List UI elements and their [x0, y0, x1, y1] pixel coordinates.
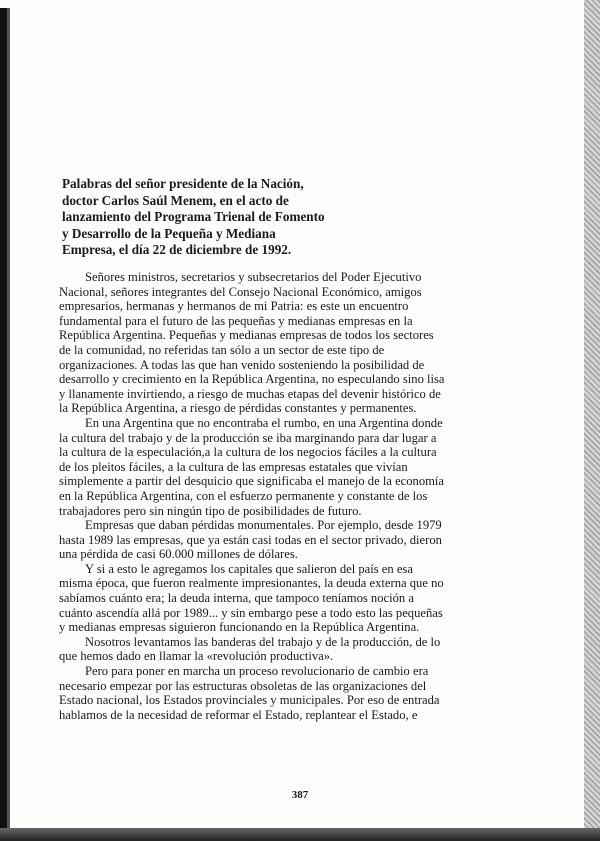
body-line: y llanamente invirtiendo, a riesgo de muchas etapas del devenir histórico de [59, 386, 441, 401]
binding-shadow-inner [7, 8, 10, 833]
heading-line: Palabras del señor presidente de la Nación, [62, 176, 304, 191]
body-line: de los pleitos fáciles, a la cultura de las empresas estatales que vivían [59, 459, 408, 474]
body-line: Señores ministros, secretarios y subsecretarios del Poder Ejecutivo [85, 270, 422, 284]
body-line: la cultura de la especulación,a la cultura de los negocios fáciles a la cultura [59, 445, 437, 460]
speech-body [59, 270, 544, 722]
body-line: empresarios, hermanas y hermanos de mi Patria: es este un encuentro [59, 299, 409, 314]
body-line: necesario empezar por las estructuras obsoletas de las organizaciones del [59, 678, 427, 693]
body-line: Empresas que daban pérdidas monumentales. Por ejemplo, desde 1979 [85, 518, 442, 533]
body-line: hasta 1989 las empresas, que ya están casi todas en el sector privado, dieron [59, 532, 442, 547]
body-line: sabíamos cuánto era; la deuda interna, que tampoco teníamos noción a [59, 591, 414, 606]
body-line: la cultura del trabajo y de la producción se iba marginando para dar lugar a [59, 430, 437, 445]
body-line: simplemente a partir del desquicio que significaba el manejo de la economía [59, 474, 445, 489]
heading-line: doctor Carlos Saúl Menem, en el acto de [62, 192, 289, 208]
heading-line: Empresa, el día 22 de diciembre de 1992. [62, 242, 292, 258]
body-line: y medianas empresas siguieron funcionando en la República Argentina. [59, 620, 420, 635]
body-line: fundamental para el futuro de las pequeñas y medianas empresas en la [59, 313, 413, 328]
page-top-margin [0, 0, 600, 8]
heading-line: lanzamiento del Programa Trienal de Fomento [62, 209, 325, 225]
speech-heading [62, 176, 362, 259]
body-line: En una Argentina que no encontraba el rumbo, en una Argentina donde [85, 415, 443, 430]
body-line: Nacional, señores integrantes del Consejo Nacional Económico, amigos [59, 284, 422, 299]
page-number: 387 [291, 789, 309, 801]
body-line: Nosotros levantamos las banderas del trabajo y de la producción, de lo [85, 634, 441, 649]
body-line: en la República Argentina, con el esfuerzo permanente y constante de los [59, 488, 428, 503]
scan-shadow-bottom [0, 828, 600, 841]
body-line: que hemos dado en llamar la «revolución productiva». [59, 649, 334, 664]
body-line: de la comunidad, no referidas tan sólo a un sector de este tipo de [59, 342, 385, 357]
binding-shadow-left [0, 8, 7, 833]
body-line: la República Argentina, a riesgo de pérdidas constantes y permanentes. [59, 401, 417, 416]
body-line: Estado nacional, los Estados provinciales y municipales. Por eso de entrada [59, 693, 440, 708]
body-line: desarrollo y crecimiento en la República Argentina, no especulando sino lisa [59, 372, 445, 387]
body-line: Pero para poner en marcha un proceso revolucionario de cambio era [85, 664, 429, 679]
body-line: hablamos de la necesidad de reformar el Estado, replantear el Estado, e [59, 707, 418, 722]
body-line: misma época, que fueron realmente impresionantes, la deuda externa que no [59, 576, 444, 591]
body-line: República Argentina. Pequeñas y medianas empresas de todos los sectores [59, 328, 434, 343]
body-line: una pérdida de casi 60.000 millones de dólares. [59, 547, 298, 562]
scan-noise-right-edge [584, 0, 600, 841]
body-line: trabajadores pero sin ningún tipo de posibilidades de futuro. [59, 503, 362, 518]
heading-line: y Desarrollo de la Pequeña y Mediana [62, 225, 276, 241]
body-line: cuánto ascendía allá por 1989... y sin embargo pese a todo esto las pequeñas [59, 605, 443, 620]
body-line: Y si a esto le agregamos los capitales que salieron del país en esa [85, 561, 413, 576]
body-line: organizaciones. A todas las que han venido sosteniendo la posibilidad de [59, 357, 425, 372]
